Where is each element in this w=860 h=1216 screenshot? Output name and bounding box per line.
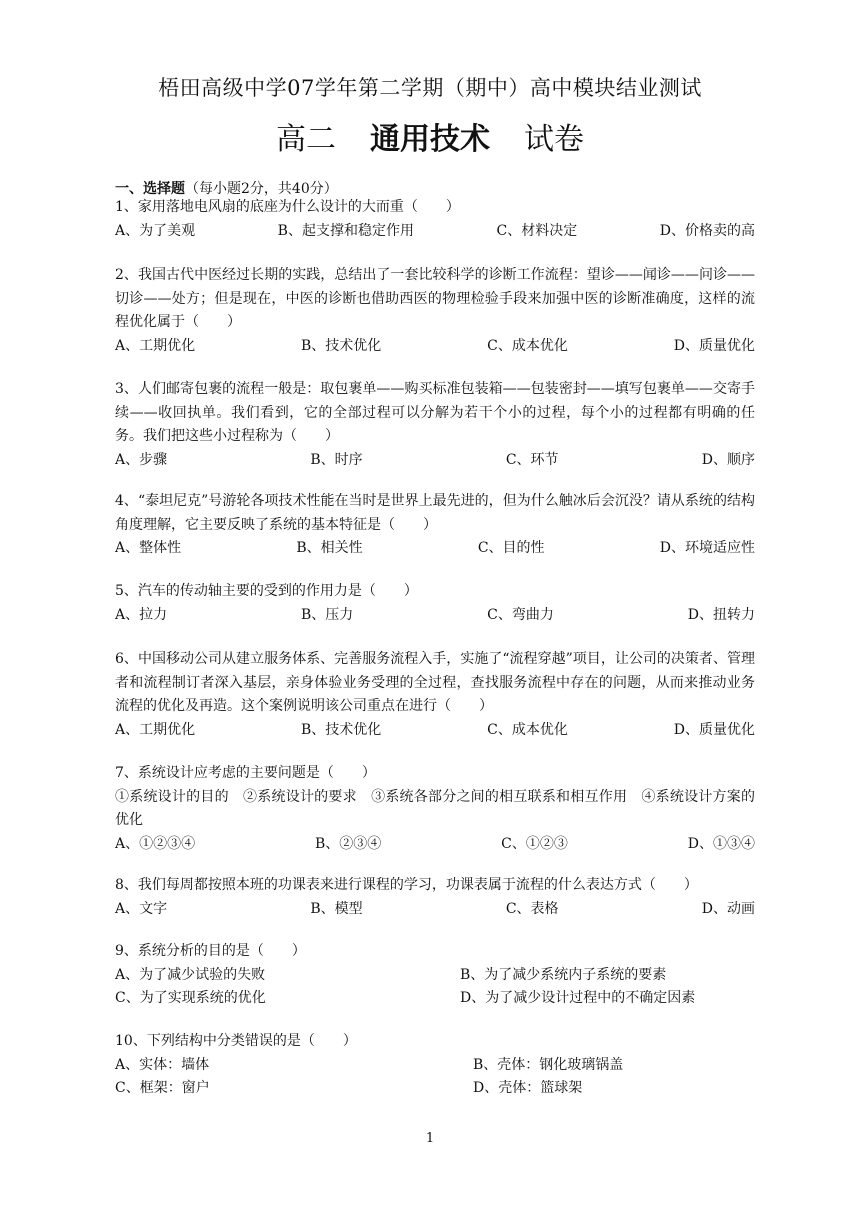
- question-options: [115, 335, 755, 359]
- option-d: D、顺序: [701, 451, 755, 468]
- option-c: C、弯曲力: [487, 606, 554, 623]
- question-2: [115, 264, 755, 358]
- option-d: D、质量优化: [673, 721, 755, 738]
- question-7: [115, 762, 755, 856]
- option-b: B、技术优化: [301, 721, 382, 738]
- option-c: C、成本优化: [487, 337, 568, 354]
- question-options: [115, 449, 755, 473]
- option-b: B、技术优化: [301, 337, 382, 354]
- question-options: [115, 537, 755, 561]
- question-stem: 8、我们每周都按照本班的功课表来进行课程的学习，功课表属于流程的什么表达方式（ ）: [115, 877, 698, 893]
- question-3: [115, 378, 755, 472]
- option-b: B、为了减少系统内子系统的要素: [460, 966, 667, 983]
- option-d: D、为了减少设计过程中的不确定因素: [460, 990, 696, 1006]
- subject-label: 通用技术: [370, 122, 490, 157]
- option-c: C、框架：窗户: [115, 1080, 210, 1096]
- school-title: 梧田高级中学07学年第二学期（期中）高中模块结业测试: [158, 76, 702, 100]
- question-9: [115, 940, 755, 1011]
- question-4: [115, 490, 755, 561]
- option-b: B、压力: [301, 606, 354, 623]
- option-d: D、动画: [701, 900, 755, 917]
- option-c: C、成本优化: [487, 721, 568, 738]
- option-c: C、目的性: [477, 540, 545, 556]
- question-options: [115, 833, 755, 857]
- question-stem: 3、人们邮寄包裹的流程一般是：取包裹单——购买标准包装箱——包装密封——填写包裹单——交寄手续——收回执单。我们看到，它的全部过程可以分解为若干个小的过程，每个小的过程都有明确的任务。我们把这些小过程称为（ ）: [115, 381, 755, 444]
- option-a: A、为了减少试验的失败: [115, 966, 266, 983]
- option-d: D、扭转力: [687, 606, 755, 623]
- question-8: [115, 874, 755, 921]
- question-1: [115, 196, 755, 243]
- option-a: A、为了美观: [115, 222, 196, 239]
- option-d: D、环境适应性: [659, 540, 755, 556]
- option-c: C、表格: [505, 900, 559, 917]
- question-stem: 6、中国移动公司从建立服务体系、完善服务流程入手，实施了“流程穿越”项目，让公司的决策者、管理者和流程制订者深入基层，亲身体验业务受理的全过程，查找服务流程中存在的问题，从而来推动业务流程的优化及再造。这个案例说明该公司重点在进行（ ）: [115, 651, 755, 714]
- question-stem: 5、汽车的传动轴主要的受到的作用力是（ ）: [115, 583, 418, 599]
- option-a: A、步骤: [115, 451, 168, 468]
- section-note: （每小题2分，共40分）: [185, 181, 338, 197]
- question-stem: 10、下列结构中分类错误的是（ ）: [115, 1033, 357, 1049]
- option-b: B、壳体：钢化玻璃锅盖: [473, 1056, 624, 1073]
- question-options: [115, 719, 755, 743]
- option-a: A、文字: [115, 900, 168, 917]
- option-c: C、为了实现系统的优化: [115, 990, 266, 1006]
- question-6: [115, 648, 755, 742]
- option-a: A、工期优化: [115, 721, 196, 738]
- paper-label: 试卷: [524, 122, 584, 157]
- option-c: C、①②③: [501, 835, 568, 852]
- exam-title: [0, 114, 860, 158]
- option-a: A、整体性: [115, 540, 182, 556]
- grade-label: 高二: [276, 122, 336, 157]
- question-options: [115, 1054, 755, 1101]
- option-c: C、环节: [505, 451, 559, 468]
- question-stem: 7、系统设计应考虑的主要问题是（ ）: [115, 765, 376, 781]
- question-options: [115, 604, 755, 628]
- question-stem: 9、系统分析的目的是（ ）: [115, 943, 306, 959]
- question-5: [115, 580, 755, 627]
- option-d: D、价格卖的高: [659, 222, 755, 239]
- option-a: A、①②③④: [115, 835, 196, 852]
- question-options: [115, 220, 755, 244]
- question-options: [115, 898, 755, 922]
- option-c: C、材料决定: [496, 222, 578, 239]
- option-a: A、实体：墙体: [115, 1056, 210, 1073]
- page-number: 1: [425, 1131, 435, 1146]
- option-a: A、拉力: [115, 606, 168, 623]
- question-stem: 4、“泰坦尼克”号游轮各项技术性能在当时是世界上最先进的，但为什么触冰后会沉没？请从系统的结构角度理解，它主要反映了系统的基本特征是（ ）: [115, 493, 755, 533]
- option-b: B、模型: [310, 900, 363, 917]
- question-stem: 1、家用落地电风扇的底座为什么设计的大而重（ ）: [115, 199, 460, 215]
- option-b: B、起支撑和稳定作用: [277, 222, 414, 239]
- option-d: D、①③④: [687, 835, 755, 852]
- question-10: [115, 1030, 755, 1101]
- option-a: A、工期优化: [115, 337, 196, 354]
- question-items: ①系统设计的目的 ②系统设计的要求 ③系统各部分之间的相互联系和相互作用 ④系统设计方案的优化: [115, 788, 755, 828]
- section-title: 一、选择题: [115, 181, 185, 197]
- option-d: D、壳体：篮球架: [473, 1080, 583, 1096]
- option-b: B、相关性: [296, 540, 363, 556]
- question-stem: 2、我国古代中医经过长期的实践，总结出了一套比较科学的诊断工作流程：望诊——闻诊——问诊——切诊——处方；但是现在，中医的诊断也借助西医的物理检验手段来加强中医的诊断准确度，这样的流程优化属于（ ）: [115, 267, 755, 330]
- section-heading: [115, 178, 338, 198]
- option-d: D、质量优化: [673, 337, 755, 354]
- option-b: B、②③④: [315, 835, 382, 852]
- option-b: B、时序: [310, 451, 363, 468]
- question-options: [115, 964, 755, 1011]
